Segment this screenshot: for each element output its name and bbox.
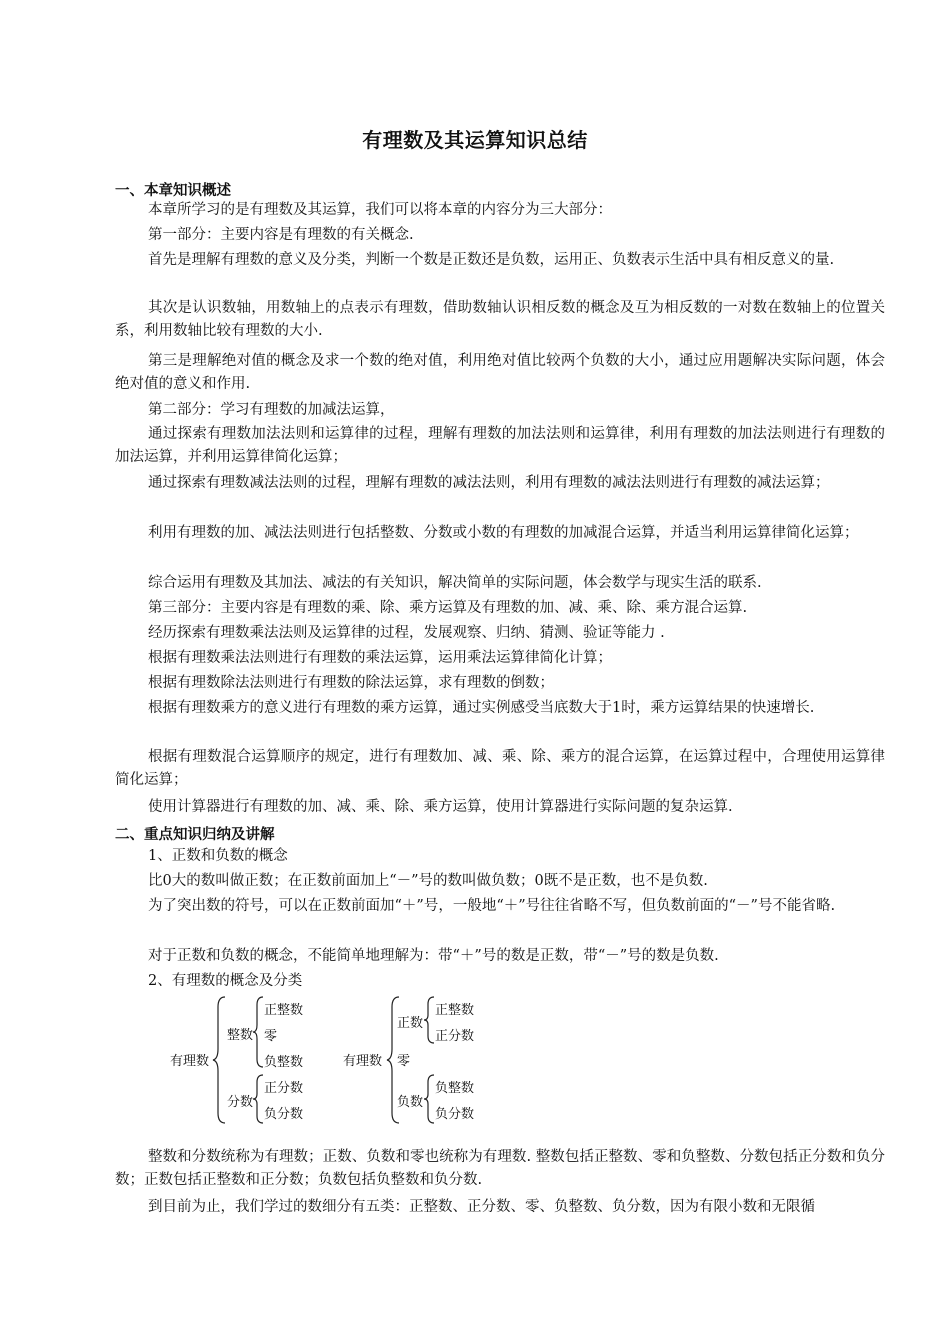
paragraph: 根据有理数除法法则进行有理数的除法运算，求有理数的倒数； bbox=[148, 675, 554, 691]
paragraph: 到目前为止，我们学过的数细分有五类：正整数、正分数、零、负整数、负分数，因为有限小数和无限循 bbox=[148, 1199, 815, 1215]
tree-node-zero: 零 bbox=[397, 1054, 411, 1069]
paragraph: 综合运用有理数及其加法、减法的有关知识，解决简单的实际问题，体会数学与现实生活的联系. bbox=[148, 575, 762, 591]
tree-root: 有理数 bbox=[170, 1054, 210, 1069]
paragraph: 第一部分：主要内容是有理数的有关概念. bbox=[148, 227, 414, 243]
tree-node-positive: 正数 bbox=[397, 1016, 424, 1031]
paragraph: 经历探索有理数乘法法则及运算律的过程，发展观察、归纳、猜测、验证等能力 . bbox=[148, 625, 665, 641]
paragraph: 本章所学习的是有理数及其运算，我们可以将本章的内容分为三大部分： bbox=[148, 202, 612, 218]
tree-leaf: 负分数 bbox=[264, 1107, 304, 1122]
paragraph: 比0大的数叫做正数；在正数前面加上“－”号的数叫做负数；0既不是正数，也不是负数. bbox=[148, 873, 708, 889]
paragraph: 第二部分：学习有理数的加减法运算， bbox=[148, 402, 395, 418]
tree-leaf: 零 bbox=[264, 1029, 278, 1044]
tree-node-negative: 负数 bbox=[397, 1095, 424, 1110]
tree-node-integer: 整数 bbox=[227, 1028, 254, 1043]
paragraph: 2、有理数的概念及分类 bbox=[148, 973, 303, 989]
paragraph: 根据有理数乘方的意义进行有理数的乘方运算，通过实例感受当底数大于1时，乘方运算结果的快速增长. bbox=[148, 700, 815, 716]
tree-leaf: 正分数 bbox=[264, 1081, 304, 1096]
page-title: 有理数及其运算知识总结 bbox=[362, 128, 588, 152]
tree-leaf: 正整数 bbox=[435, 1003, 475, 1018]
paragraph: 通过探索有理数加法法则和运算律的过程，理解有理数的加法法则和运算律，利用有理数的加法法则进行有理数的加法运算，并利用运算律简化运算； bbox=[115, 426, 885, 465]
paragraph: 第三是理解绝对值的概念及求一个数的绝对值，利用绝对值比较两个负数的大小，通过应用题解决实际问题，体会绝对值的意义和作用. bbox=[115, 353, 885, 392]
paragraph: 利用有理数的加、减法法则进行包括整数、分数或小数的有理数的加减混合运算，并适当利用运算律简化运算； bbox=[148, 525, 859, 541]
paragraph: 1、正数和负数的概念 bbox=[148, 848, 288, 864]
section-heading-overview: 一、本章知识概述 bbox=[115, 183, 231, 199]
section-heading-key-points: 二、重点知识归纳及讲解 bbox=[115, 827, 275, 843]
tree-node-fraction: 分数 bbox=[227, 1095, 254, 1110]
tree-leaf: 正分数 bbox=[435, 1029, 475, 1044]
tree-leaf: 正整数 bbox=[264, 1003, 304, 1018]
tree-leaf: 负分数 bbox=[435, 1107, 475, 1122]
brace-icon bbox=[213, 997, 227, 1123]
paragraph: 首先是理解有理数的意义及分类，判断一个数是正数还是负数，运用正、负数表示生活中具有相反意义的量. bbox=[148, 252, 835, 268]
paragraph: 其次是认识数轴，用数轴上的点表示有理数，借助数轴认识相反数的概念及互为相反数的一对数在数轴上的位置关系，利用数轴比较有理数的大小. bbox=[115, 300, 885, 339]
tree-leaf: 负整数 bbox=[435, 1081, 475, 1096]
paragraph: 整数和分数统称为有理数；正数、负数和零也统称为有理数. 整数包括正整数、零和负整数、分数包括正分数和负分数；正数包括正整数和正分数；负数包括负整数和负分数. bbox=[115, 1149, 885, 1188]
tree-leaf: 负整数 bbox=[264, 1055, 304, 1070]
paragraph: 为了突出数的符号，可以在正数前面加“＋”号，一般地“＋”号往往省略不写，但负数前面的“－”号不能省略. bbox=[148, 898, 836, 914]
paragraph: 对于正数和负数的概念，不能简单地理解为：带“＋”号的数是正数，带“－”号的数是负数. bbox=[148, 948, 719, 964]
paragraph: 第三部分：主要内容是有理数的乘、除、乘方运算及有理数的加、减、乘、除、乘方混合运算. bbox=[148, 600, 748, 616]
paragraph: 使用计算器进行有理数的加、减、乘、除、乘方运算，使用计算器进行实际问题的复杂运算. bbox=[148, 799, 733, 815]
paragraph: 根据有理数混合运算顺序的规定，进行有理数加、减、乘、除、乘方的混合运算，在运算过程中，合理使用运算律简化运算； bbox=[115, 749, 885, 788]
paragraph: 根据有理数乘法法则进行有理数的乘法运算，运用乘法运算律简化计算； bbox=[148, 650, 612, 666]
tree-root: 有理数 bbox=[343, 1054, 383, 1069]
paragraph: 通过探索有理数减法法则的过程，理解有理数的减法法则，利用有理数的减法法则进行有理数的减法运算； bbox=[148, 475, 830, 491]
